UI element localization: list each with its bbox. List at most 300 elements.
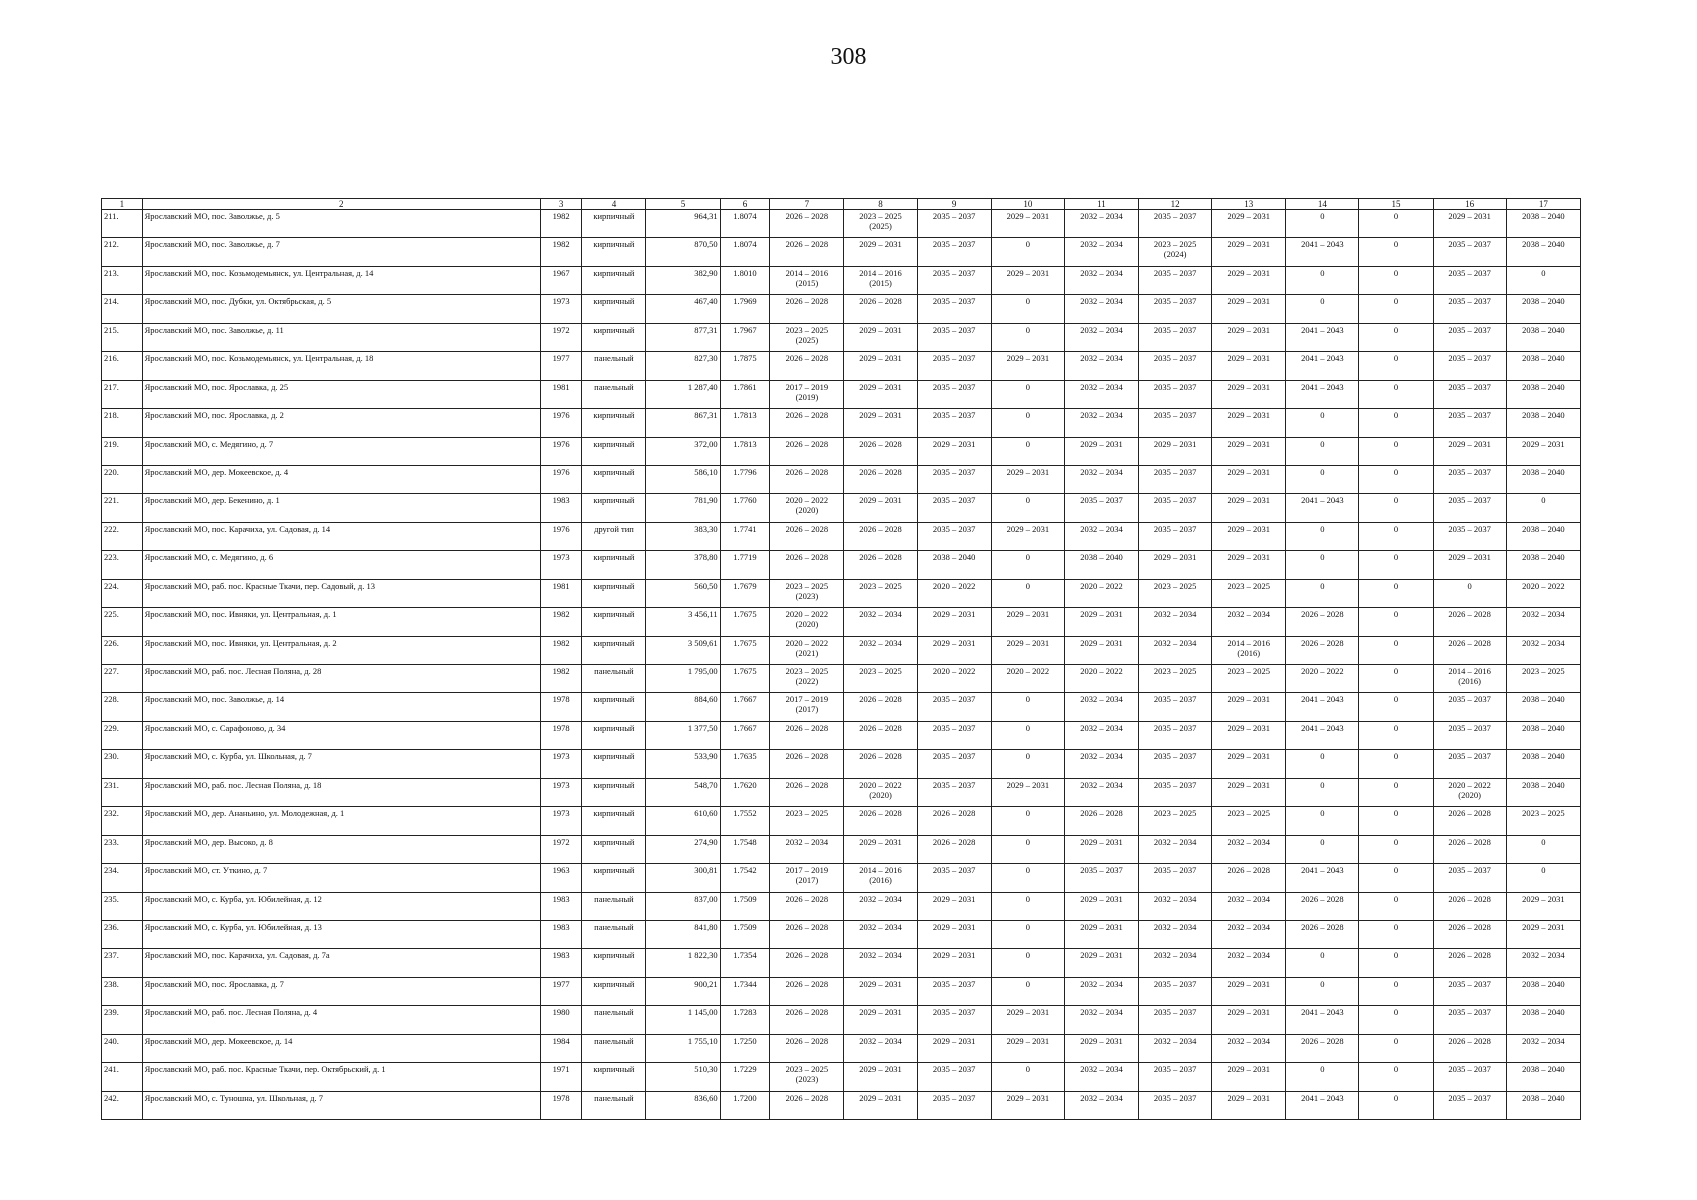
table-cell-col-10: 0 bbox=[991, 579, 1064, 607]
area-cell: 1 377,50 bbox=[646, 721, 720, 749]
table-cell-col-4: кирпичный bbox=[582, 750, 646, 778]
table-cell-col-15: 0 bbox=[1359, 579, 1433, 607]
table-cell-col-13: 2029 – 2031 bbox=[1212, 352, 1286, 380]
period-range: 2020 – 2022 bbox=[785, 637, 829, 648]
table-cell-col-9: 2020 – 2022 bbox=[917, 665, 991, 693]
table-cell-col-14: 2041 – 2043 bbox=[1286, 721, 1359, 749]
table-cell-col-11: 2032 – 2034 bbox=[1064, 1006, 1138, 1034]
table-cell-col-13: 2029 – 2031 bbox=[1212, 465, 1286, 493]
table-cell-col-15: 0 bbox=[1359, 807, 1433, 835]
address-cell: Ярославский МО, пос. Карачиха, ул. Садовая, д. 7а bbox=[142, 949, 540, 977]
table-cell-col-3: 1978 bbox=[540, 693, 582, 721]
table-cell-col-17: 2038 – 2040 bbox=[1506, 465, 1580, 493]
table-cell-col-11: 2032 – 2034 bbox=[1064, 1063, 1138, 1091]
table-cell-col-11: 2032 – 2034 bbox=[1064, 977, 1138, 1005]
column-header-13: 13 bbox=[1212, 199, 1286, 210]
area-cell: 586,10 bbox=[646, 465, 720, 493]
table-cell-col-16: 2035 – 2037 bbox=[1433, 409, 1506, 437]
table-cell-col-12: 2035 – 2037 bbox=[1139, 295, 1212, 323]
table-cell-col-13: 2029 – 2031 bbox=[1212, 494, 1286, 522]
area-cell: 3 456,11 bbox=[646, 608, 720, 636]
table-cell-col-11: 2032 – 2034 bbox=[1064, 238, 1138, 266]
table-cell-col-9: 2035 – 2037 bbox=[917, 266, 991, 294]
table-cell-col-6: 1.7620 bbox=[720, 778, 770, 806]
table-cell-col-9: 2035 – 2037 bbox=[917, 721, 991, 749]
table-cell-col-9: 2029 – 2031 bbox=[917, 437, 991, 465]
table-cell-col-4: кирпичный bbox=[582, 579, 646, 607]
table-cell-col-6: 1.7283 bbox=[720, 1006, 770, 1034]
table-cell-col-9: 2026 – 2028 bbox=[917, 807, 991, 835]
address-cell: Ярославский МО, пос. Козьмодемьянск, ул. Центральная, д. 14 bbox=[142, 266, 540, 294]
table-cell-col-11: 2032 – 2034 bbox=[1064, 409, 1138, 437]
table-cell-col-8: 2029 – 2031 bbox=[844, 835, 917, 863]
table-cell-col-16: 2035 – 2037 bbox=[1433, 750, 1506, 778]
table-cell-col-7 bbox=[770, 693, 844, 721]
table-row bbox=[102, 437, 1581, 465]
row-number-cell: 231. bbox=[102, 778, 143, 806]
table-cell-col-11: 2032 – 2034 bbox=[1064, 778, 1138, 806]
column-header-10: 10 bbox=[991, 199, 1064, 210]
table-cell-col-9: 2038 – 2040 bbox=[917, 551, 991, 579]
period-range: 2014 – 2016 bbox=[859, 865, 902, 876]
table-cell-col-8: 2032 – 2034 bbox=[844, 1034, 917, 1062]
table-cell-col-10: 0 bbox=[991, 693, 1064, 721]
table-cell-col-14: 0 bbox=[1286, 778, 1359, 806]
table-cell-col-13: 2029 – 2031 bbox=[1212, 750, 1286, 778]
table-cell-col-8: 2029 – 2031 bbox=[844, 409, 917, 437]
row-number-cell: 240. bbox=[102, 1034, 143, 1062]
table-cell-col-7: 2026 – 2028 bbox=[770, 238, 844, 266]
table-cell-col-13: 2032 – 2034 bbox=[1212, 1034, 1286, 1062]
table-cell-col-13: 2029 – 2031 bbox=[1212, 977, 1286, 1005]
page-number: 308 bbox=[830, 44, 867, 70]
table-cell-col-4: панельный bbox=[582, 1091, 646, 1119]
table-cell-col-11: 2032 – 2034 bbox=[1064, 266, 1138, 294]
area-cell: 382,90 bbox=[646, 266, 720, 294]
table-cell-col-17: 2038 – 2040 bbox=[1506, 1063, 1580, 1091]
table-cell-col-9: 2029 – 2031 bbox=[917, 949, 991, 977]
table-cell-col-16: 2026 – 2028 bbox=[1433, 949, 1506, 977]
table-cell-col-9: 2029 – 2031 bbox=[917, 636, 991, 664]
table-cell-col-13: 2029 – 2031 bbox=[1212, 721, 1286, 749]
period-range: 2014 – 2016 bbox=[785, 267, 829, 278]
table-cell-col-11: 2032 – 2034 bbox=[1064, 522, 1138, 550]
table-cell-col-10: 0 bbox=[991, 835, 1064, 863]
table-cell-col-10: 2029 – 2031 bbox=[991, 1034, 1064, 1062]
table-row bbox=[102, 920, 1581, 948]
table-cell-col-13: 2029 – 2031 bbox=[1212, 1063, 1286, 1091]
table-cell-col-3: 1976 bbox=[540, 465, 582, 493]
table-cell-col-11: 2032 – 2034 bbox=[1064, 295, 1138, 323]
actual-year: (2016) bbox=[869, 875, 892, 886]
table-cell-col-8: 2032 – 2034 bbox=[844, 608, 917, 636]
table-cell-col-17: 2038 – 2040 bbox=[1506, 323, 1580, 351]
table-cell-col-12: 2035 – 2037 bbox=[1139, 323, 1212, 351]
table-cell-col-3: 1983 bbox=[540, 892, 582, 920]
table-cell-col-13: 2023 – 2025 bbox=[1212, 665, 1286, 693]
table-cell-col-16: 2026 – 2028 bbox=[1433, 1034, 1506, 1062]
table-cell-col-6: 1.7667 bbox=[720, 721, 770, 749]
table-row bbox=[102, 665, 1581, 693]
table-cell-col-16: 2035 – 2037 bbox=[1433, 522, 1506, 550]
table-cell-col-15: 0 bbox=[1359, 835, 1433, 863]
table-cell-col-3: 1967 bbox=[540, 266, 582, 294]
column-header-6: 6 bbox=[720, 199, 770, 210]
table-cell-col-6: 1.8074 bbox=[720, 210, 770, 238]
table-cell-col-3: 1977 bbox=[540, 352, 582, 380]
column-header-1: 1 bbox=[102, 199, 143, 210]
table-cell-col-6: 1.7667 bbox=[720, 693, 770, 721]
table-cell-col-12: 2035 – 2037 bbox=[1139, 522, 1212, 550]
table-cell-col-3: 1978 bbox=[540, 1091, 582, 1119]
area-cell: 372,00 bbox=[646, 437, 720, 465]
column-header-2: 2 bbox=[142, 199, 540, 210]
table-cell-col-16: 2029 – 2031 bbox=[1433, 210, 1506, 238]
table-cell-col-12: 2035 – 2037 bbox=[1139, 1091, 1212, 1119]
table-row bbox=[102, 465, 1581, 493]
row-number-cell: 238. bbox=[102, 977, 143, 1005]
table-cell-col-10: 0 bbox=[991, 409, 1064, 437]
table-cell-col-9: 2035 – 2037 bbox=[917, 352, 991, 380]
table-cell-col-15: 0 bbox=[1359, 1034, 1433, 1062]
table-cell-col-4: кирпичный bbox=[582, 266, 646, 294]
table-cell-col-17: 0 bbox=[1506, 494, 1580, 522]
table-cell-col-15: 0 bbox=[1359, 380, 1433, 408]
table-row bbox=[102, 266, 1581, 294]
table-cell-col-15: 0 bbox=[1359, 1063, 1433, 1091]
table-cell-col-15: 0 bbox=[1359, 778, 1433, 806]
table-cell-col-11: 2032 – 2034 bbox=[1064, 465, 1138, 493]
table-cell-col-7: 2026 – 2028 bbox=[770, 1091, 844, 1119]
table-cell-col-16: 2035 – 2037 bbox=[1433, 494, 1506, 522]
actual-year: (2020) bbox=[869, 789, 892, 800]
table-cell-col-14: 2026 – 2028 bbox=[1286, 920, 1359, 948]
table-cell-col-16: 0 bbox=[1433, 579, 1506, 607]
table-cell-col-15: 0 bbox=[1359, 352, 1433, 380]
period-range: 2014 – 2016 bbox=[859, 267, 902, 278]
table-cell-col-10: 2020 – 2022 bbox=[991, 665, 1064, 693]
address-cell: Ярославский МО, дер. Высоко, д. 8 bbox=[142, 835, 540, 863]
actual-year: (2021) bbox=[795, 647, 819, 658]
period-range: 2014 – 2016 bbox=[1227, 637, 1270, 648]
table-cell-col-17: 2038 – 2040 bbox=[1506, 409, 1580, 437]
table-cell-col-7: 2026 – 2028 bbox=[770, 1006, 844, 1034]
address-cell: Ярославский МО, с. Курба, ул. Школьная, д. 7 bbox=[142, 750, 540, 778]
address-cell: Ярославский МО, пос. Заволжье, д. 5 bbox=[142, 210, 540, 238]
table-cell-col-15: 0 bbox=[1359, 210, 1433, 238]
table-cell-col-10: 2029 – 2031 bbox=[991, 266, 1064, 294]
table-cell-col-12: 2035 – 2037 bbox=[1139, 750, 1212, 778]
table-cell-col-3: 1973 bbox=[540, 295, 582, 323]
table-cell-col-12: 2032 – 2034 bbox=[1139, 892, 1212, 920]
table-cell-col-14: 2026 – 2028 bbox=[1286, 1034, 1359, 1062]
table-cell-col-17: 2038 – 2040 bbox=[1506, 522, 1580, 550]
address-cell: Ярославский МО, пос. Ивняки, ул. Центральная, д. 2 bbox=[142, 636, 540, 664]
table-cell-col-13: 2029 – 2031 bbox=[1212, 323, 1286, 351]
table-cell-col-9: 2035 – 2037 bbox=[917, 864, 991, 892]
table-cell-col-7: 2023 – 2025 bbox=[770, 807, 844, 835]
table-cell-col-3: 1983 bbox=[540, 920, 582, 948]
table-cell-col-16: 2026 – 2028 bbox=[1433, 835, 1506, 863]
row-number-cell: 234. bbox=[102, 864, 143, 892]
table-cell-col-13: 2029 – 2031 bbox=[1212, 238, 1286, 266]
table-cell-col-8: 2026 – 2028 bbox=[844, 295, 917, 323]
address-cell: Ярославский МО, пос. Ярославка, д. 25 bbox=[142, 380, 540, 408]
row-number-cell: 224. bbox=[102, 579, 143, 607]
column-header-5: 5 bbox=[646, 199, 720, 210]
table-cell-col-8: 2032 – 2034 bbox=[844, 892, 917, 920]
table-cell-col-13: 2032 – 2034 bbox=[1212, 608, 1286, 636]
row-number-cell: 241. bbox=[102, 1063, 143, 1091]
row-number-cell: 232. bbox=[102, 807, 143, 835]
table-cell-col-13: 2029 – 2031 bbox=[1212, 1006, 1286, 1034]
period-range: 2020 – 2022 bbox=[785, 495, 829, 506]
table-cell-col-17: 2029 – 2031 bbox=[1506, 437, 1580, 465]
actual-year: (2023) bbox=[795, 590, 819, 601]
table-cell-col-4: кирпичный bbox=[582, 864, 646, 892]
table-cell-col-13: 2032 – 2034 bbox=[1212, 892, 1286, 920]
table-cell-col-14: 2026 – 2028 bbox=[1286, 892, 1359, 920]
table-cell-col-15: 0 bbox=[1359, 636, 1433, 664]
table-cell-col-4: панельный bbox=[582, 352, 646, 380]
table-cell-col-16: 2035 – 2037 bbox=[1433, 977, 1506, 1005]
table-cell-col-3: 1972 bbox=[540, 835, 582, 863]
row-number-cell: 233. bbox=[102, 835, 143, 863]
table-cell-col-3: 1976 bbox=[540, 409, 582, 437]
table-cell-col-8: 2029 – 2031 bbox=[844, 323, 917, 351]
table-cell-col-10: 0 bbox=[991, 1063, 1064, 1091]
period-range: 2017 – 2019 bbox=[785, 381, 829, 392]
table-cell-col-16 bbox=[1433, 778, 1506, 806]
address-cell: Ярославский МО, ст. Уткино, д. 7 bbox=[142, 864, 540, 892]
table-cell-col-10: 2029 – 2031 bbox=[991, 210, 1064, 238]
table-cell-col-13: 2029 – 2031 bbox=[1212, 778, 1286, 806]
table-cell-col-7: 2026 – 2028 bbox=[770, 210, 844, 238]
column-header-4: 4 bbox=[582, 199, 646, 210]
table-cell-col-13: 2029 – 2031 bbox=[1212, 522, 1286, 550]
table-row bbox=[102, 721, 1581, 749]
table-cell-col-7: 2026 – 2028 bbox=[770, 352, 844, 380]
actual-year: (2020) bbox=[1458, 789, 1481, 800]
area-cell: 877,31 bbox=[646, 323, 720, 351]
table-cell-col-17: 0 bbox=[1506, 864, 1580, 892]
table-cell-col-11: 2026 – 2028 bbox=[1064, 807, 1138, 835]
table-cell-col-14: 0 bbox=[1286, 750, 1359, 778]
area-cell: 383,30 bbox=[646, 522, 720, 550]
table-row bbox=[102, 1091, 1581, 1119]
table-row bbox=[102, 693, 1581, 721]
table-cell-col-12: 2023 – 2025 bbox=[1139, 807, 1212, 835]
table-cell-col-7: 2026 – 2028 bbox=[770, 721, 844, 749]
table-cell-col-8 bbox=[844, 210, 917, 238]
table-cell-col-3: 1973 bbox=[540, 551, 582, 579]
table-cell-col-10: 0 bbox=[991, 551, 1064, 579]
table-cell-col-7: 2032 – 2034 bbox=[770, 835, 844, 863]
table-cell-col-13: 2029 – 2031 bbox=[1212, 380, 1286, 408]
table-cell-col-12: 2032 – 2034 bbox=[1139, 920, 1212, 948]
table-cell-col-13: 2023 – 2025 bbox=[1212, 807, 1286, 835]
table-cell-col-11: 2032 – 2034 bbox=[1064, 1091, 1138, 1119]
table-cell-col-17: 2038 – 2040 bbox=[1506, 1091, 1580, 1119]
table-cell-col-12: 2035 – 2037 bbox=[1139, 210, 1212, 238]
actual-year: (2025) bbox=[869, 221, 892, 231]
table-cell-col-15: 0 bbox=[1359, 238, 1433, 266]
table-cell-col-8: 2026 – 2028 bbox=[844, 693, 917, 721]
area-cell: 300,81 bbox=[646, 864, 720, 892]
table-cell-col-4: панельный bbox=[582, 665, 646, 693]
table-cell-col-8: 2029 – 2031 bbox=[844, 1063, 917, 1091]
table-cell-col-3: 1981 bbox=[540, 380, 582, 408]
table-cell-col-17: 2029 – 2031 bbox=[1506, 892, 1580, 920]
table-cell-col-6: 1.7967 bbox=[720, 323, 770, 351]
table-cell-col-16 bbox=[1433, 665, 1506, 693]
table-cell-col-17: 2038 – 2040 bbox=[1506, 295, 1580, 323]
table-cell-col-8: 2032 – 2034 bbox=[844, 636, 917, 664]
table-cell-col-12: 2035 – 2037 bbox=[1139, 1063, 1212, 1091]
table-cell-col-6: 1.7679 bbox=[720, 579, 770, 607]
period-range: 2017 – 2019 bbox=[785, 694, 829, 705]
table-cell-col-4: кирпичный bbox=[582, 409, 646, 437]
table-cell-col-4: кирпичный bbox=[582, 494, 646, 522]
table-cell-col-17: 2023 – 2025 bbox=[1506, 807, 1580, 835]
table-cell-col-6: 1.7969 bbox=[720, 295, 770, 323]
table-cell-col-12: 2023 – 2025 bbox=[1139, 579, 1212, 607]
table-cell-col-7: 2026 – 2028 bbox=[770, 465, 844, 493]
table-row bbox=[102, 778, 1581, 806]
table-cell-col-7: 2026 – 2028 bbox=[770, 949, 844, 977]
table-cell-col-4: кирпичный bbox=[582, 238, 646, 266]
address-cell: Ярославский МО, пос. Козьмодемьянск, ул. Центральная, д. 18 bbox=[142, 352, 540, 380]
row-number-cell: 220. bbox=[102, 465, 143, 493]
table-cell-col-17: 2038 – 2040 bbox=[1506, 210, 1580, 238]
table-cell-col-6: 1.7250 bbox=[720, 1034, 770, 1062]
table-cell-col-10: 2029 – 2031 bbox=[991, 636, 1064, 664]
table-cell-col-4: кирпичный bbox=[582, 210, 646, 238]
table-cell-col-15: 0 bbox=[1359, 295, 1433, 323]
table-cell-col-4: другой тип bbox=[582, 522, 646, 550]
area-cell: 3 509,61 bbox=[646, 636, 720, 664]
period-range: 2023 – 2025 bbox=[1153, 239, 1197, 250]
table-cell-col-9: 2029 – 2031 bbox=[917, 608, 991, 636]
row-number-cell: 217. bbox=[102, 380, 143, 408]
address-cell: Ярославский МО, пос. Заволжье, д. 7 bbox=[142, 238, 540, 266]
actual-year: (2016) bbox=[1458, 676, 1481, 686]
table-cell-col-7: 2026 – 2028 bbox=[770, 409, 844, 437]
row-number-cell: 211. bbox=[102, 210, 143, 238]
table-cell-col-13: 2029 – 2031 bbox=[1212, 266, 1286, 294]
table-cell-col-16: 2035 – 2037 bbox=[1433, 864, 1506, 892]
table-cell-col-8: 2029 – 2031 bbox=[844, 238, 917, 266]
table-cell-col-14: 2041 – 2043 bbox=[1286, 352, 1359, 380]
table-cell-col-11: 2020 – 2022 bbox=[1064, 665, 1138, 693]
actual-year: (2017) bbox=[795, 875, 819, 886]
table-cell-col-10: 0 bbox=[991, 295, 1064, 323]
table-cell-col-7 bbox=[770, 636, 844, 664]
area-cell: 1 822,30 bbox=[646, 949, 720, 977]
area-cell: 781,90 bbox=[646, 494, 720, 522]
table-cell-col-14: 0 bbox=[1286, 465, 1359, 493]
table-cell-col-6: 1.7741 bbox=[720, 522, 770, 550]
table-cell-col-16: 2035 – 2037 bbox=[1433, 1063, 1506, 1091]
table-cell-col-6: 1.7813 bbox=[720, 409, 770, 437]
row-number-cell: 221. bbox=[102, 494, 143, 522]
table-cell-col-10: 0 bbox=[991, 437, 1064, 465]
address-cell: Ярославский МО, с. Курба, ул. Юбилейная, д. 12 bbox=[142, 892, 540, 920]
table-cell-col-7: 2026 – 2028 bbox=[770, 1034, 844, 1062]
table-cell-col-12: 2029 – 2031 bbox=[1139, 551, 1212, 579]
column-header-12: 12 bbox=[1139, 199, 1212, 210]
table-cell-col-11: 2029 – 2031 bbox=[1064, 949, 1138, 977]
table-cell-col-6: 1.7635 bbox=[720, 750, 770, 778]
table-cell-col-8: 2026 – 2028 bbox=[844, 721, 917, 749]
table-cell-col-8: 2026 – 2028 bbox=[844, 465, 917, 493]
table-cell-col-14: 0 bbox=[1286, 409, 1359, 437]
table-cell-col-12: 2035 – 2037 bbox=[1139, 721, 1212, 749]
table-cell-col-10: 0 bbox=[991, 949, 1064, 977]
table-cell-col-6: 1.7509 bbox=[720, 920, 770, 948]
table-cell-col-14: 2041 – 2043 bbox=[1286, 323, 1359, 351]
table-cell-col-4: кирпичный bbox=[582, 636, 646, 664]
table-cell-col-15: 0 bbox=[1359, 665, 1433, 693]
table-cell-col-16: 2035 – 2037 bbox=[1433, 1091, 1506, 1119]
table-cell-col-14: 0 bbox=[1286, 807, 1359, 835]
row-number-cell: 216. bbox=[102, 352, 143, 380]
table-cell-col-14: 0 bbox=[1286, 266, 1359, 294]
table-cell-col-8: 2029 – 2031 bbox=[844, 977, 917, 1005]
table-cell-col-8 bbox=[844, 778, 917, 806]
table-cell-col-8 bbox=[844, 864, 917, 892]
table-cell-col-9: 2020 – 2022 bbox=[917, 579, 991, 607]
table-cell-col-9: 2035 – 2037 bbox=[917, 1063, 991, 1091]
address-cell: Ярославский МО, с. Медягино, д. 7 bbox=[142, 437, 540, 465]
table-cell-col-13: 2029 – 2031 bbox=[1212, 409, 1286, 437]
table-header bbox=[102, 199, 1581, 210]
address-cell: Ярославский МО, дер. Бекенино, д. 1 bbox=[142, 494, 540, 522]
table-cell-col-16: 2035 – 2037 bbox=[1433, 352, 1506, 380]
row-number-cell: 235. bbox=[102, 892, 143, 920]
table-cell-col-8: 2026 – 2028 bbox=[844, 522, 917, 550]
table-cell-col-3: 1982 bbox=[540, 210, 582, 238]
table-cell-col-16: 2035 – 2037 bbox=[1433, 465, 1506, 493]
table-cell-col-3: 1983 bbox=[540, 494, 582, 522]
table-row bbox=[102, 636, 1581, 664]
table-row bbox=[102, 409, 1581, 437]
address-cell: Ярославский МО, дер. Мокеевское, д. 4 bbox=[142, 465, 540, 493]
row-number-cell: 242. bbox=[102, 1091, 143, 1119]
address-cell: Ярославский МО, раб. пос. Красные Ткачи, пер. Садовый, д. 13 bbox=[142, 579, 540, 607]
table-cell-col-4: кирпичный bbox=[582, 807, 646, 835]
table-cell-col-16: 2035 – 2037 bbox=[1433, 266, 1506, 294]
table-cell-col-11: 2029 – 2031 bbox=[1064, 892, 1138, 920]
area-cell: 870,50 bbox=[646, 238, 720, 266]
area-cell: 610,60 bbox=[646, 807, 720, 835]
table-cell-col-6: 1.7719 bbox=[720, 551, 770, 579]
table-cell-col-17: 2020 – 2022 bbox=[1506, 579, 1580, 607]
table-cell-col-9: 2035 – 2037 bbox=[917, 409, 991, 437]
table-cell-col-10: 0 bbox=[991, 323, 1064, 351]
area-cell: 900,21 bbox=[646, 977, 720, 1005]
table-cell-col-17: 2038 – 2040 bbox=[1506, 352, 1580, 380]
table-cell-col-13: 2029 – 2031 bbox=[1212, 295, 1286, 323]
actual-year: (2024) bbox=[1163, 249, 1187, 260]
table-cell-col-8: 2026 – 2028 bbox=[844, 551, 917, 579]
period-range: 2023 – 2025 bbox=[785, 666, 829, 676]
table-cell-col-9: 2035 – 2037 bbox=[917, 693, 991, 721]
table-cell-col-6: 1.7354 bbox=[720, 949, 770, 977]
table-cell-col-7: 2026 – 2028 bbox=[770, 977, 844, 1005]
table-cell-col-9: 2035 – 2037 bbox=[917, 295, 991, 323]
table-cell-col-7 bbox=[770, 266, 844, 294]
